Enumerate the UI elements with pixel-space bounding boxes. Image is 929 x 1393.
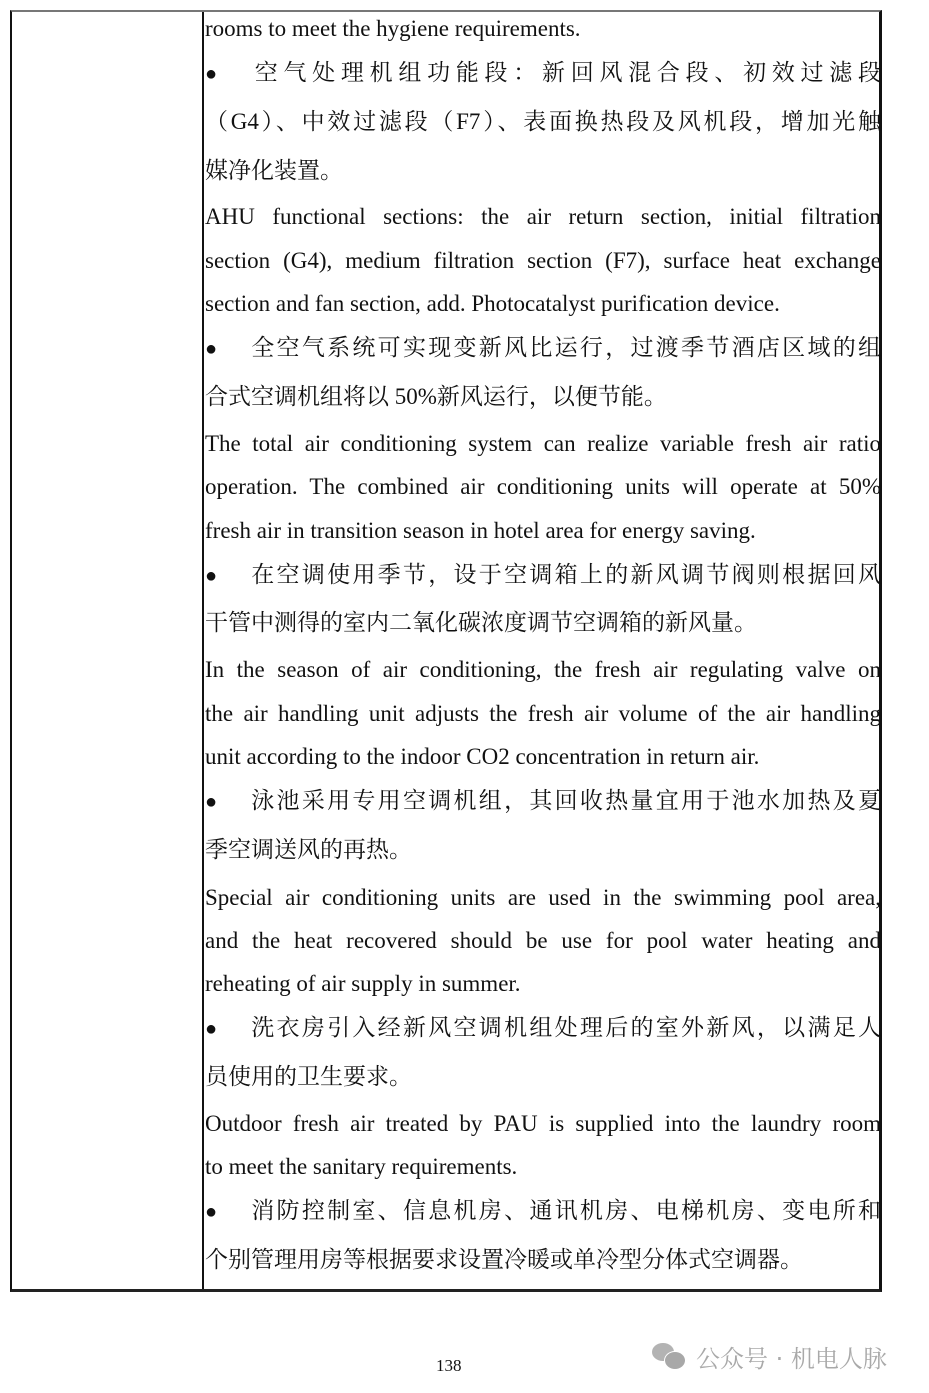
bullet-item-line xyxy=(205,58,881,89)
line-text: 消防控制室、信息机房、通讯机房、电梯机房、变电所和 xyxy=(249,1198,881,1223)
bullet-item-line xyxy=(205,560,881,591)
english-text-line xyxy=(205,1152,881,1182)
line-text: 干管中测得的室内二氧化碳浓度调节空调箱的新风量。 xyxy=(205,610,757,635)
line-text: fresh air in transition season in hotel area for energy saving. xyxy=(205,518,756,543)
bullet-item-line xyxy=(205,1196,881,1227)
line-text: section and fan section, add. Photocatalyst purification device. xyxy=(205,291,780,316)
line-text: 泳池采用专用空调机组，其回收热量宜用于池水加热及夏 xyxy=(249,788,881,813)
english-text-line xyxy=(205,472,881,502)
page-number: 138 xyxy=(436,1356,462,1375)
english-text-line xyxy=(205,742,881,772)
chinese-text-line xyxy=(205,156,881,186)
english-text-line xyxy=(205,289,881,319)
bullet-item-line xyxy=(205,786,881,817)
watermark xyxy=(652,1340,887,1372)
line-text: 员使用的卫生要求。 xyxy=(205,1064,412,1089)
english-text-line xyxy=(205,246,881,276)
bullet-icon: ● xyxy=(205,63,218,85)
chinese-text-line xyxy=(205,1062,881,1092)
line-text: 媒净化装置。 xyxy=(205,158,343,183)
english-text-line xyxy=(205,429,881,459)
line-text: AHU functional sections: the air return section, initial filtration xyxy=(205,204,881,229)
line-text: operation. The combined air conditioning units will operate at 50% xyxy=(205,474,881,499)
english-text-line xyxy=(205,655,881,685)
line-text: 个别管理用房等根据要求设置冷暖或单冷型分体式空调器。 xyxy=(205,1247,803,1272)
bullet-item-line xyxy=(205,1013,881,1044)
english-text-line xyxy=(205,14,881,44)
chinese-text-line xyxy=(205,382,881,412)
bullet-icon: ● xyxy=(205,565,218,587)
chinese-text-line xyxy=(205,1245,881,1275)
line-text: to meet the sanitary requirements. xyxy=(205,1154,518,1179)
english-text-line xyxy=(205,883,881,913)
line-text: Outdoor fresh air treated by PAU is supplied into the laundry room xyxy=(205,1111,881,1136)
line-text: reheating of air supply in summer. xyxy=(205,971,521,996)
line-text: 空气处理机组功能段：新回风混合段、初效过滤段 xyxy=(249,60,881,85)
chinese-text-line xyxy=(205,107,881,137)
line-text: 全空气系统可实现变新风比运行，过渡季节酒店区域的组 xyxy=(249,335,881,360)
line-text: The total air conditioning system can realize variable fresh air ratio xyxy=(205,431,881,456)
english-text-line xyxy=(205,516,881,546)
english-text-line xyxy=(205,969,881,999)
column-divider xyxy=(202,12,204,1289)
bullet-icon: ● xyxy=(205,338,218,360)
wechat-icon xyxy=(652,1341,688,1371)
line-text: Special air conditioning units are used in the swimming pool area, xyxy=(205,885,881,910)
chinese-text-line xyxy=(205,608,881,638)
chinese-text-line xyxy=(205,835,881,865)
line-text: 洗衣房引入经新风空调机组处理后的室外新风，以满足人 xyxy=(249,1015,881,1040)
bullet-icon: ● xyxy=(205,1201,218,1223)
table-frame xyxy=(10,10,882,1292)
line-text: 季空调送风的再热。 xyxy=(205,837,412,862)
watermark-text: 公众号 · 机电人脉 xyxy=(696,1344,887,1373)
english-text-line xyxy=(205,699,881,729)
bullet-item-line xyxy=(205,333,881,364)
english-text-line xyxy=(205,1109,881,1139)
line-text: the air handling unit adjusts the fresh air volume of the air handling xyxy=(205,701,881,726)
line-text: section (G4), medium filtration section (F7), surface heat exchange xyxy=(205,248,881,273)
english-text-line xyxy=(205,926,881,956)
line-text: unit according to the indoor CO2 concentration in return air. xyxy=(205,744,760,769)
line-text: 合式空调机组将以 50%新风运行，以便节能。 xyxy=(205,384,667,409)
english-text-line xyxy=(205,202,881,232)
line-text: （G4）、中效过滤段（F7）、表面换热段及风机段，增加光触 xyxy=(205,109,881,134)
line-text: In the season of air conditioning, the fresh air regulating valve on xyxy=(205,657,881,682)
line-text: 在空调使用季节，设于空调箱上的新风调节阀则根据回风 xyxy=(249,562,881,587)
line-text: rooms to meet the hygiene requirements. xyxy=(205,16,581,41)
bullet-icon: ● xyxy=(205,791,218,813)
line-text: and the heat recovered should be use for pool water heating and xyxy=(205,928,881,953)
bullet-icon: ● xyxy=(205,1018,218,1040)
